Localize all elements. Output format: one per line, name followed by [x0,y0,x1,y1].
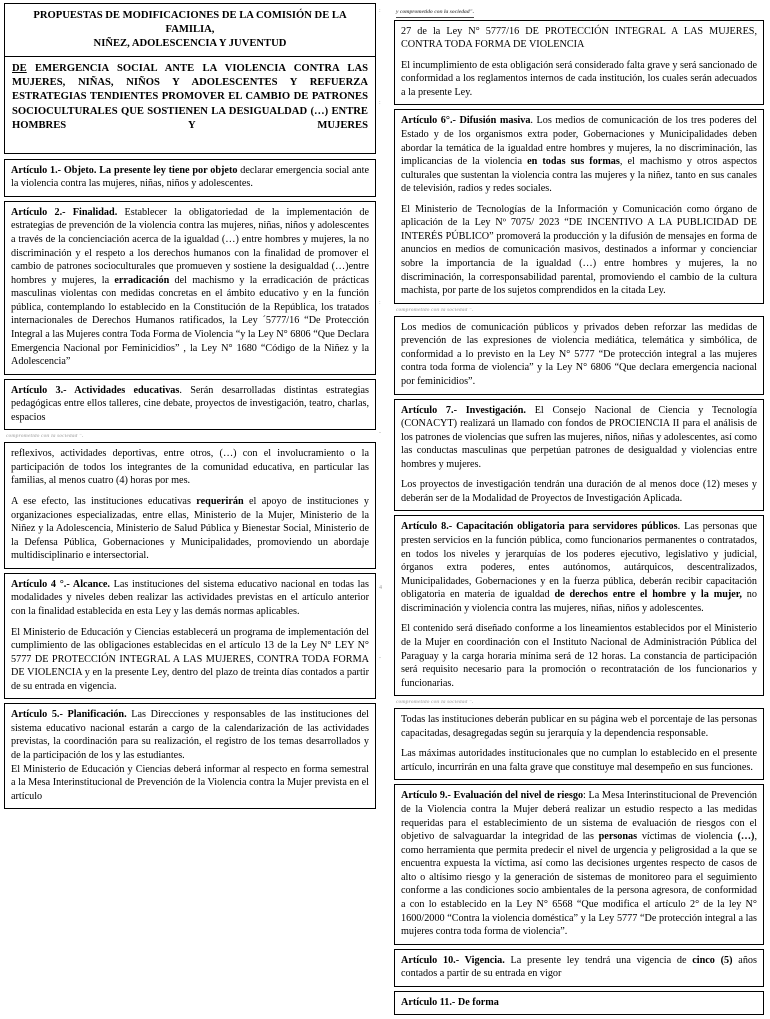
gutter-tick-4: - [379,430,381,436]
articulo-1-body: declarar emergencia social ante la violencia contra las mujeres, niñas, niños y adolescentes. [11,164,369,190]
articulo-5-box [4,703,376,809]
articulo-6-body-b: , el machismo y otros aspectos culturales que sustentan la violencia contra las mujeres y la niñez, tanto en sus canales de televisión, radios y redes sociales. [401,156,758,195]
articulo-10-body-a: La presente ley tendrá una vigencia de [504,954,693,966]
articulo-6-body-a: . Los medios de comunicación de los tres poderes del Estado y de los organismos extra poder, Gobernaciones y Municipalidades deben abordar la temática de la igualdad entre hombres y mujeres, la no discriminación, las implicancias de la violencia [401,115,757,168]
page-break-artifact-left: comprometido con la sociedad ". [6,434,84,440]
articulo-9-box [394,784,764,944]
gutter-tick-2: : [379,100,381,106]
articulo-6-box [394,109,764,303]
articulo-7-p1 [401,404,757,472]
page-break-artifact-right-1: comprometido con la sociedad ". [396,307,474,313]
gutter-tick-6: - [379,655,381,661]
articulo-1-box [4,159,376,197]
subtitle-underlined-prefix: DE [12,63,27,75]
articulo-5-p2: El Ministerio de Educación y Ciencias deberá informar al respecto en forma semestral a la Mesa Interinstitucional de Prevención de la Violencia contra la Mujer prevista en el artículo [11,763,369,802]
articulo-6-p2: El Ministerio de Tecnologías de la Información y Comunicación como órgano de aplicación de la Ley Nº 7075/ 2023 “DE INCENTIVO A LA PUBLICIDAD DE INTERÉS PÚBLICO” promoverá la producción y la difusión de mensajes en forma de anuncios en medios de comunicación masivos, destinados a informar y concienciar sobre la importancia de la igualdad (…) entre hombres y mujeres, la no discriminación, la corresponsabilidad parental, promoviendo el cambio de la cultura machista, por parte de los sujetos comprendidos en la citada Ley. [401,203,757,297]
articulo-2-body-a: Establecer la obligatoriedad de la implementación de estrategias de prevención de la violencia contra las mujeres, niñas, niños y adolescentes a través de la concienciación acerca de la igualdad (…) entre hombres y mujeres, la no discriminación y el respeto a los derechos humanos con la finalidad de promover el cambio de patrones socioculturales que promueven y sostiene la desigualdad (…)entre hombres y mujeres, la [11,206,369,286]
articulo-8-p2: El contenido será diseñado conforme a los lineamientos establecidos por el Ministerio de la Mujer en coordinación con el Instituto Nacional de Administración Pública del Paraguay y la carga horaria mínima será de 12 horas. La constancia de participación será requisito necesario para la promoción o recontratación de los funcionarios y funcionarias. [401,623,757,689]
articulo-3-heading: Artículo 3.- Actividades educativas [11,384,180,396]
articulo-3-continuacion-box [4,442,376,569]
document-title-box [4,3,376,57]
articulo-10-text [401,954,757,981]
publicacion-web-p1: Todas las instituciones deberán publicar en su página web el porcentaje de las personas capacitadas, desagregadas según su jerarquía y la dependencia responsable. [401,714,757,739]
page-title-line-1: PROPUESTAS DE MODIFICACIONES DE LA COMISIÓN DE LA FAMILIA, [33,10,347,35]
publicacion-web-p2: Las máximas autoridades institucionales que no cumplan lo establecido en el presente artículo, incurrirán en una falta grave que constituye mal desempeño en sus funciones. [401,748,757,773]
articulo-3-box [4,379,376,431]
subtitle-rest: EMERGENCIA SOCIAL ANTE LA VIOLENCIA CONTRA LAS MUJERES, NIÑAS, NIÑOS Y ADOLESCENTES Y REFUERZA ESTRATEGIAS TENDIENTES PROMOVER EL CAMBIO DE PATRONES SOCIOCULTURALES QUE SOSTIENEN LA DESIGUALDAD (…) ENTRE HOMBRES Y MUJERES [12,63,368,131]
medios-comunicacion-text: Los medios de comunicación públicos y privados deben reforzar las medidas de prevención de las expresiones de violencia mediática, telemática y simbólica, de conformidad a lo previsto en la Ley N° 5777 “De protección integral a las mujeres contra toda forma de violencia” y la Ley N° 6806 “Que declara emergencia nacional por feminicidios”. [401,321,757,387]
articulo-8-body-b: no discriminación y violencia contra las mujeres, niñas, niños y adolescentes. [401,589,757,614]
articulo-3-cont-p2 [11,495,369,563]
articulo-7-heading: Artículo 7.- Investigación. [401,404,526,416]
articulo-4-p2: El Ministerio de Educación y Ciencias establecerá un programa de implementación del cumplimiento de las obligaciones establecidas en el artículo 13 de la Ley N° LEY N° 5777 DE PROTECCIÓN INTEGRAL A LAS MUJERES, CONTRA TODA FORMA DE VIOLENCIA y en la presente Ley, dentro del plazo de treinta días contados a partir de su entrada en vigencia. [11,626,369,692]
articulo-8-box [394,515,764,696]
articulo-10-box [394,949,764,987]
articulo-7-box [394,399,764,512]
document-subtitle-box [4,57,376,153]
articulo-2-bold-erradicacion: erradicación [114,274,170,286]
articulo-3-text [11,384,369,425]
articulo-11-text [401,996,757,1010]
articulo-4-body: Las instituciones del sistema educativo nacional en todas las modalidades y niveles deben realizar las actividades previstas en el artículo anterior con la finalidad establecida en esta Ley y las demás normas aplicables. [11,578,369,617]
articulo-10-body-b: años contados a partir de su entrada en vigor [401,954,757,980]
continuacion-art-5-p2: El incumplimiento de esta obligación será considerado falta grave y será sancionado de conformidad a los reglamentos internos de cada institución, los cuales serán adecuados a la presente Ley. [401,59,757,98]
articulo-3-bold-requeriran: requerirán [196,496,244,508]
articulo-6-p1 [401,114,757,195]
document-subtitle [12,62,368,146]
articulo-2-heading: Artículo 2.- Finalidad. [11,206,118,218]
continuacion-art-5-p1: 27 de la Ley N° 5777/16 DE PROTECCIÓN INTEGRAL A LAS MUJERES, CONTRA TODA FORMA DE VIOLENCIA [401,25,757,51]
gutter-tick-3: : [379,300,381,306]
page-title-line-2: NIÑEZ, ADOLESCENCIA Y JUVENTUD [93,37,287,49]
articulo-9-heading: Artículo 9.- Evaluación del nivel de riesgo [401,790,584,802]
articulo-4-box [4,573,376,700]
articulo-9-bold-personas: personas [598,831,638,843]
articulo-8-p1 [401,520,757,615]
articulo-1-text [11,164,369,191]
articulo-4-heading: Artículo 4 °.- Alcance. [11,578,110,590]
publicacion-web-box [394,708,764,780]
left-column [0,0,385,813]
gutter-tick-1: : [379,8,381,14]
articulo-11-box [394,991,764,1016]
articulo-2-text [11,206,369,369]
articulo-4-p1 [11,578,369,619]
articulo-9-body-c: , como herramienta que permita predecir el nivel de urgencia y peligrosidad a la que se encuentra expuesta la víctima, así como las decisiones urgentes respecto de casos de alto o altísimo riesgo y la generación de sistemas de monitoreo para el seguimiento conforme a las condiciones socio ambientales de la persona agresora, de conformidad a con lo establecido en la Ley N° 6568 “Que modifica el artículo 2° de la ley N° 1600/2000 “Contra la violencia doméstica” y la Ley 5777 “De protección integral a las mujeres contra toda forma de violencia”. [401,831,757,938]
articulo-3-cont-p1: reflexivos, actividades deportivas, entre otros, (…) con el involucramiento o la participación de todos los integrantes de la comunidad educativa, en particular las familias, al menos cuatro (4) horas por mes. [11,448,369,487]
continuacion-articulo-5-box [394,20,764,106]
right-column [385,0,770,1019]
articulo-10-heading: Artículo 10.- Vigencia. [401,954,505,966]
gutter-tick-5: 4 [379,585,382,591]
articulo-1-heading: Artículo 1.- Objeto. La presente ley tiene por objeto [11,164,238,176]
medios-comunicacion-box [394,316,764,395]
articulo-7-p2: Los proyectos de investigación tendrán una duración de al menos doce (12) meses y deberán ser de la Modalidad de Proyectos de Investigación Aplicada. [401,479,757,504]
articulo-11-heading: Artículo 11.- De forma [401,996,499,1008]
articulo-3-cont-p2-a: A ese efecto, las instituciones educativas [11,496,197,508]
articulo-8-bold-derechos: de derechos entre el hombre y la mujer, [554,589,742,601]
articulo-5-p1 [11,708,369,762]
articulo-5-heading: Artículo 5.- Planificación. [11,709,127,721]
articulo-3-body: . Serán desarrolladas distintas estrategias pedagógicas entre ellos talleres, cine debate, proyectos de investigación, teatro, charlas, espacios [11,384,369,423]
articulo-9-body-b: víctimas de violencia [637,831,738,843]
articulo-6-heading: Artículo 6°.- Difusión masiva [401,115,531,127]
page-break-artifact-right-2: comprometido con la sociedad ". [396,700,474,706]
articulo-6-bold-formas: en todas sus formas [527,156,620,168]
articulo-3-cont-p2-b: el apoyo de instituciones y organizaciones especializadas, entre ellas, Ministerio de la Mujer, Ministerio de la Niñez y la Adolescencia, Ministerio de Salud Pública y Bienestar Social, Ministerio de la Defensa Pública, Gobernaciones y Municipalidades, promoviendo un abordaje multidisciplinario e intersectorial. [11,496,369,562]
top-margin-note: y comprometido con la sociedad". [396,10,474,18]
articulo-8-body-a: . Las personas que presten servicios en la función pública, como funcionarios permanentes o contratados, en todos los niveles y jerarquías de los poderes ejecutivo, legislativo y judicial, órganos extra poderes, entes autónomos, autárquicos, descentralizados, Municipalidades, Gobernaciones y en la fuerza pública, deberán recibir capacitación obligatoria en materia de igualdad [401,521,757,601]
articulo-9-text [401,789,757,938]
articulo-7-body: El Consejo Nacional de Ciencia y Tecnología (CONACYT) realizará un llamado con fondos de PROCIENCIA II para el análisis de los patrones de violencias que sufren las mujeres, niños, niñas y adolescentes, así como las conductas masculinas que perpetúan patrones de desigualdad y violencias entre hombres y mujeres. [401,404,758,470]
articulo-5-body: Las Direcciones y responsables de las instituciones del sistema educativo nacional estarán a cargo de la calendarización de las actividades previstas, la coordinación para su realización, el registro de los temas desarrollados y de la participación de los y las estudiantes. [11,709,370,762]
articulo-10-bold-cinco: cinco (5) [692,954,733,966]
articulo-2-body-b: del machismo y la erradicación de prácticas masculinas violentas con medidas concretas en el ámbito educativo y en la función pública, contemplando lo establecido en la Constitución de la República, los tratados internacionales de Derechos Humanos ratificados, la Ley ´5777/16 “De Protección Integral a las Mujeres contra Toda Forma de Violencia “y la Ley N° 6806 “Que Declara Emergencia Nacional por Feminicidios” , la Ley N° 1680 “Código de la Niñez y la Adolescencia” [11,274,370,368]
articulo-9-bold-ellipsis: (…) [737,831,755,843]
articulo-2-box [4,201,376,375]
articulo-9-body-a: : La Mesa Interinstitucional de Prevención de la Violencia contra la Mujer deberá realizar un estudio respecto a las medidas requeridas para el establecimiento de un sistema de evaluación de riesgos con el objetivo de salvaguardar la integridad de las [401,790,758,843]
articulo-8-heading: Artículo 8.- Capacitación obligatoria para servidores públicos [401,521,678,533]
